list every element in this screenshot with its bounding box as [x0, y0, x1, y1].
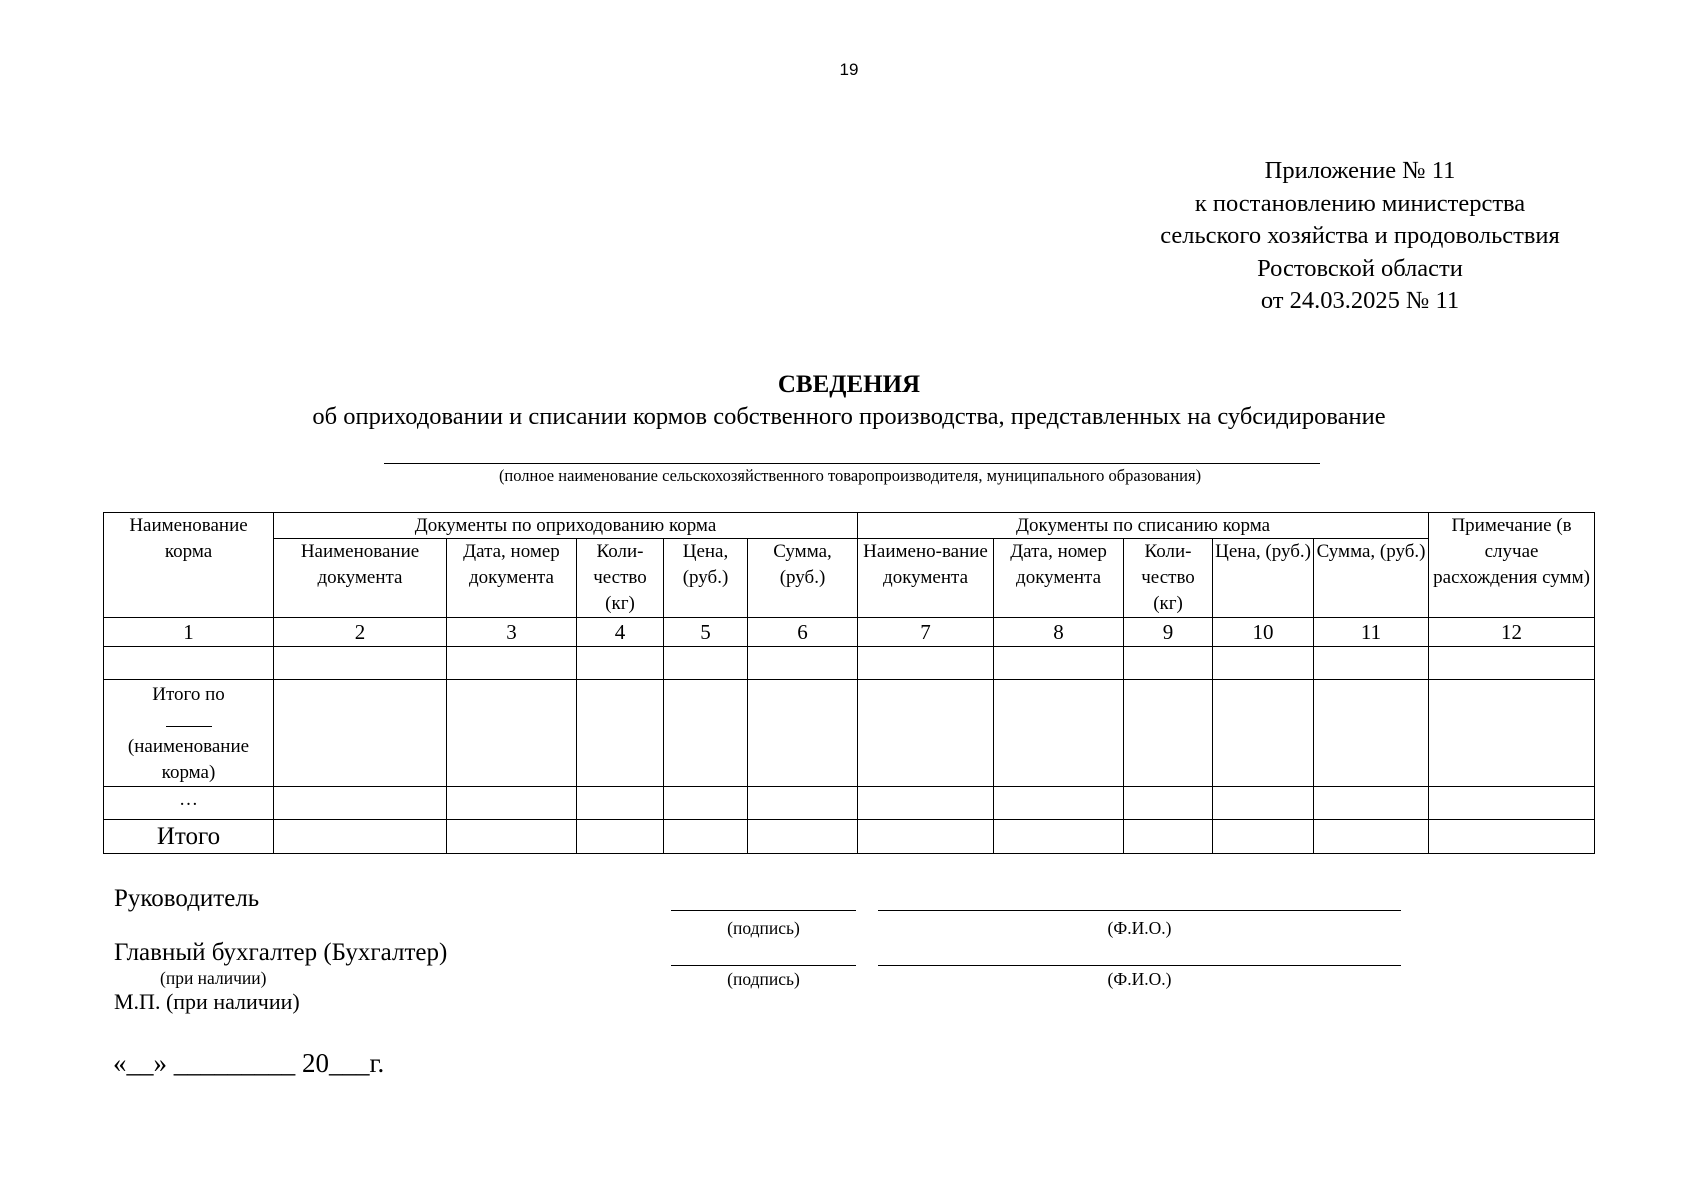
total-row — [104, 820, 1595, 854]
column-number: 8 — [994, 618, 1124, 647]
head-signature-caption: (подпись) — [727, 918, 800, 938]
organization-name-line — [384, 463, 1320, 464]
header-feed-name: Наименование корма — [104, 513, 274, 618]
column-number: 6 — [748, 618, 858, 647]
appendix-header — [1080, 155, 1640, 318]
page-number: 19 — [839, 60, 859, 79]
total-label: Итого — [104, 820, 274, 854]
head-signature-line — [671, 910, 856, 911]
column-number: 11 — [1314, 618, 1429, 647]
header-income-doc-name: Наименование документа — [274, 539, 447, 618]
column-number: 3 — [447, 618, 577, 647]
column-number: 10 — [1213, 618, 1314, 647]
subtotal-label — [104, 680, 274, 787]
appendix-line: от 24.03.2025 № 11 — [1260, 287, 1460, 314]
accountant-note: (при наличии) — [160, 968, 267, 988]
column-number: 1 — [104, 618, 274, 647]
table-header-row — [104, 513, 1595, 539]
table-subheader-row — [104, 539, 1595, 618]
column-number: 9 — [1124, 618, 1213, 647]
feed-records-table — [103, 512, 1595, 854]
column-number: 2 — [274, 618, 447, 647]
column-number-row — [104, 618, 1595, 647]
appendix-line: сельского хозяйства и продовольствия — [1160, 222, 1560, 249]
header-writeoff-doc-date: Дата, номер документа — [994, 539, 1124, 618]
ellipsis-cell: … — [104, 787, 274, 820]
table-row — [104, 647, 1595, 680]
accountant-signature-caption: (подпись) — [727, 969, 800, 989]
header-note: Примечание (в случае расхождения сумм) — [1429, 513, 1595, 618]
appendix-line: Приложение № 11 — [1264, 157, 1456, 184]
accountant-signature-line — [671, 965, 856, 966]
accountant-name-caption: (Ф.И.О.) — [1107, 969, 1172, 989]
document-title: СВЕДЕНИЯ — [777, 371, 921, 398]
accountant-name-line — [878, 965, 1401, 966]
header-income-documents: Документы по оприходованию корма — [274, 513, 858, 539]
column-number: 4 — [577, 618, 664, 647]
date-line: «__» _________ 20___г. — [113, 1048, 385, 1078]
header-writeoff-documents: Документы по списанию корма — [858, 513, 1429, 539]
subtotal-prefix: Итого по — [152, 684, 225, 705]
column-number: 7 — [858, 618, 994, 647]
accountant-label: Главный бухгалтер (Бухгалтер) — [114, 939, 448, 966]
head-label: Руководитель — [114, 885, 260, 912]
column-number: 5 — [664, 618, 748, 647]
header-income-doc-date: Дата, номер документа — [447, 539, 577, 618]
header-income-price: Цена, (руб.) — [664, 539, 748, 618]
header-income-quantity: Коли-чество (кг) — [577, 539, 664, 618]
header-writeoff-quantity: Коли-чество (кг) — [1124, 539, 1213, 618]
header-income-sum: Сумма, (руб.) — [748, 539, 858, 618]
header-writeoff-doc-name: Наимено-вание документа — [858, 539, 994, 618]
table-row — [104, 787, 1595, 820]
subtotal-suffix: (наименование корма) — [127, 736, 250, 783]
column-number: 12 — [1429, 618, 1595, 647]
head-name-caption: (Ф.И.О.) — [1107, 918, 1172, 938]
head-name-line — [878, 910, 1401, 911]
feed-name-blank — [166, 708, 212, 727]
appendix-line: Ростовской области — [1257, 254, 1463, 282]
organization-name-caption: (полное наименование сельскохозяйственного товаропроизводителя, муниципального образования) — [498, 466, 1202, 485]
header-writeoff-sum: Сумма, (руб.) — [1314, 539, 1429, 618]
document-subtitle: об оприходовании и списании кормов собственного производства, представленных на субсидирование — [312, 403, 1386, 430]
seal-label: М.П. (при наличии) — [114, 989, 300, 1014]
appendix-line: к постановлению министерства — [1194, 189, 1526, 217]
subtotal-row — [104, 680, 1595, 787]
header-writeoff-price: Цена, (руб.) — [1213, 539, 1314, 618]
